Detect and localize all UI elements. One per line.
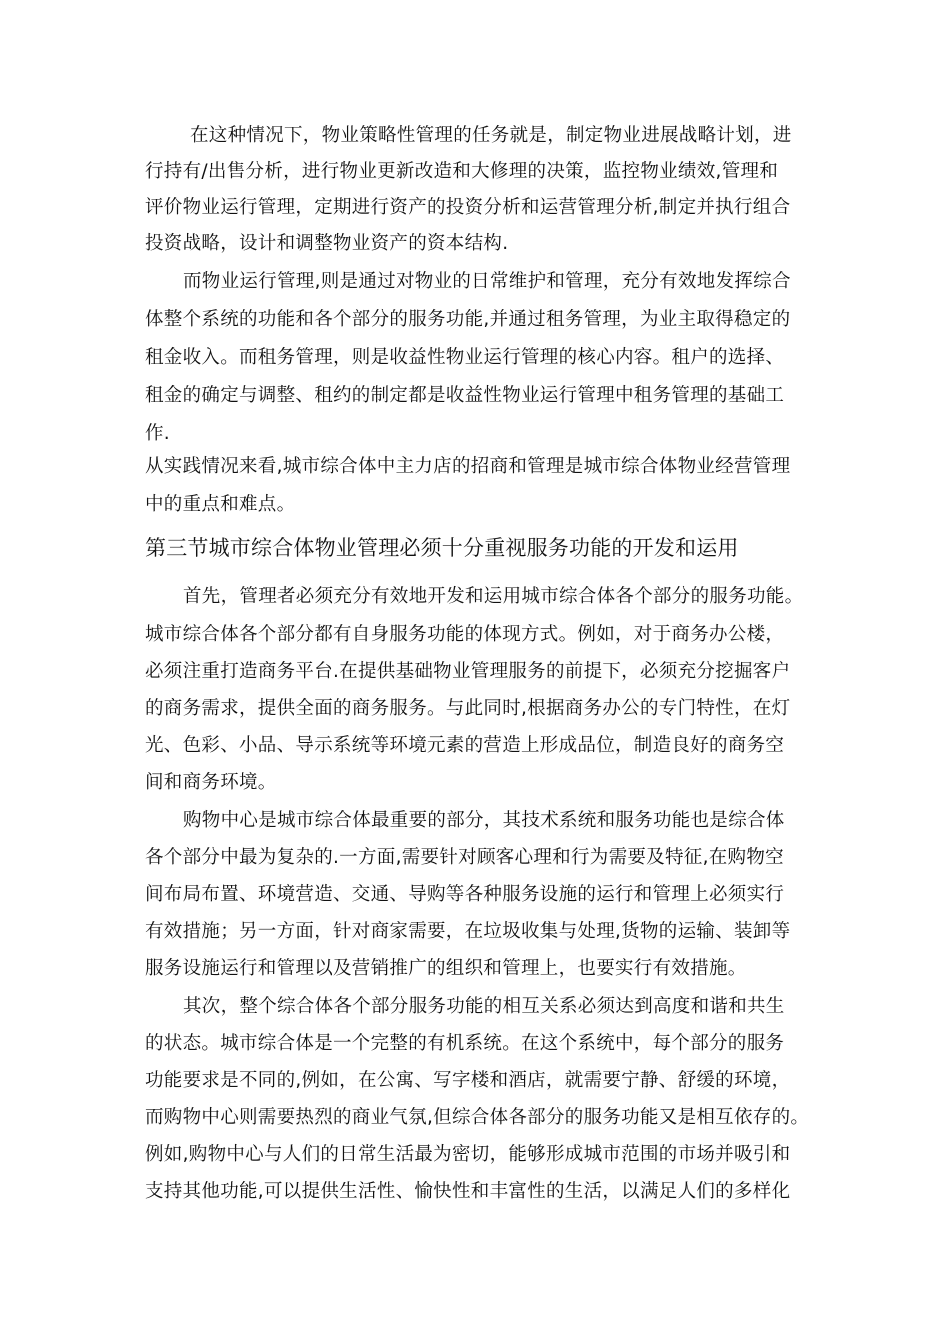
text-line: 例如,购物中心与人们的日常生活最为密切，能够形成城市范围的市场并吸引和 [145,1144,791,1165]
text-line: 作. [145,423,170,444]
text-line: 各个部分中最为复杂的.一方面,需要针对顾客心理和行为需要及特征,在购物空 [145,847,784,868]
text-line: 从实践情况来看,城市综合体中主力店的招商和管理是城市综合体物业经营管理 [145,456,791,477]
text-line: 其次，整个综合体各个部分服务功能的相互关系必须达到高度和谐和共生 [183,996,785,1017]
text-line: 支持其他功能,可以提供生活性、愉快性和丰富性的生活，以满足人们的多样化 [145,1181,791,1202]
text-line: 评价物业运行管理，定期进行资产的投资分析和运营管理分析,制定并执行组合 [145,197,791,218]
text-line: 投资战略，设计和调整物业资产的资本结构. [145,233,509,254]
text-line: 间和商务环境。 [145,772,277,793]
text-line: 功能要求是不同的,例如，在公寓、写字楼和酒店，就需要宁静、舒缓的环境， [145,1070,791,1091]
section-heading: 第三节城市综合体物业管理必须十分重视服务功能的开发和运用 [145,536,739,560]
text-line: 中的重点和难点。 [145,494,296,515]
text-line: 在这种情况下，物业策略性管理的任务就是，制定物业进展战略计划，进 [190,125,792,146]
text-line: 的状态。城市综合体是一个完整的有机系统。在这个系统中，每个部分的服务 [145,1033,785,1054]
text-line: 服务设施运行和管理以及营销推广的组织和管理上，也要实行有效措施。 [145,958,747,979]
text-line: 必须注重打造商务平台.在提供基础物业管理服务的前提下，必须充分挖掘客户 [145,661,791,682]
text-line: 光、色彩、小品、导示系统等环境元素的营造上形成品位，制造良好的商务空 [145,735,785,756]
text-line: 有效措施；另一方面，针对商家需要，在垃圾收集与处理,货物的运输、装卸等 [145,921,791,942]
text-line: 间布局布置、环境营造、交通、导购等各种服务设施的运行和管理上必须实行 [145,884,785,905]
text-line: 的商务需求，提供全面的商务服务。与此同时,根据商务办公的专门特性，在灯 [145,698,791,719]
text-line: 而购物中心则需要热烈的商业气氛,但综合体各部分的服务功能又是相互依存的。 [145,1107,810,1128]
text-line: 租金收入。而租务管理，则是收益性物业运行管理的核心内容。租户的选择、 [145,347,785,368]
text-line: 城市综合体各个部分都有自身服务功能的体现方式。例如，对于商务办公楼， [145,624,785,645]
text-line: 租金的确定与调整、租约的制定都是收益性物业运行管理中租务管理的基础工 [145,385,785,406]
text-line: 体整个系统的功能和各个部分的服务功能,并通过租务管理，为业主取得稳定的 [145,309,791,330]
text-line: 而物业运行管理,则是通过对物业的日常维护和管理，充分有效地发挥综合 [183,271,791,292]
text-line: 购物中心是城市综合体最重要的部分，其技术系统和服务功能也是综合体 [183,810,785,831]
text-line: 首先，管理者必须充分有效地开发和运用城市综合体各个部分的服务功能。 [183,586,804,607]
text-line: 行持有/出售分析，进行物业更新改造和大修理的决策，监控物业绩效,管理和 [145,161,779,182]
